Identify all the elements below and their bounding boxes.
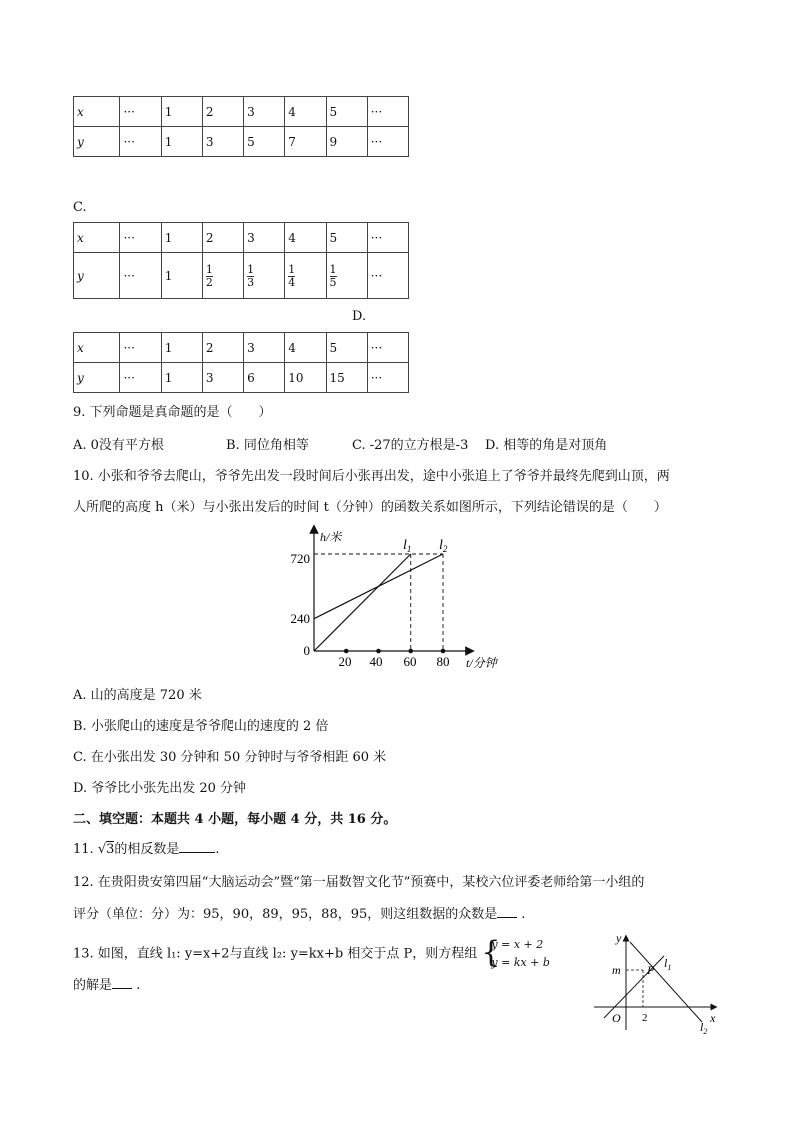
q10-x-axis-label: t/分钟	[466, 656, 497, 670]
q10-option-d: D. 爷爷比小张先出发 20 分钟	[73, 781, 247, 796]
cell: ···	[367, 223, 408, 253]
cell: 1	[161, 127, 202, 157]
q13-line1	[73, 936, 550, 972]
table-b	[73, 96, 409, 157]
cell: 1	[161, 253, 202, 299]
q12-line1: 12. 在贵阳贵安第四届“大脑运动会”暨“第一届数智文化节”预赛中，某校六位评委老师给第一小组的	[73, 875, 645, 890]
fraction	[288, 264, 295, 289]
table-d-y-row	[74, 363, 409, 393]
table-c-y-row	[74, 253, 409, 299]
brace-icon: {	[481, 935, 501, 970]
cell: 3	[244, 97, 285, 127]
q10-graph	[280, 524, 520, 674]
q10-x-tick-dot-80	[441, 649, 446, 654]
q11-radicand: 3	[106, 842, 115, 857]
cell: 1	[161, 363, 202, 393]
cell: ···	[367, 333, 408, 363]
cell: 1	[161, 333, 202, 363]
q11	[73, 838, 220, 857]
cell: 5	[244, 127, 285, 157]
q10-series-l2	[314, 554, 443, 619]
cell: ···	[120, 223, 161, 253]
cell: y	[74, 253, 120, 299]
q10-x-tick-dot-40	[376, 649, 381, 654]
numerator: 1	[288, 263, 296, 276]
cell: ···	[120, 127, 161, 157]
cell: y	[74, 127, 120, 157]
q9-option-c: C. -27的立方根是-3	[352, 438, 469, 453]
cell: 5	[326, 223, 367, 253]
cell: 2	[202, 333, 243, 363]
table-c	[73, 222, 409, 299]
cell: ···	[120, 97, 161, 127]
q10-series-l1	[314, 554, 411, 651]
q10-l2-label: $l_2$	[439, 538, 448, 554]
q12-line2	[73, 903, 526, 922]
q10-l1-label: $l_1$	[403, 538, 412, 554]
table-b-x-row	[74, 97, 409, 127]
cell: 10	[285, 363, 326, 393]
table-d	[73, 332, 409, 393]
cell: 3	[244, 333, 285, 363]
cell: y	[74, 363, 120, 393]
q10-y-tick-720: 720	[290, 551, 310, 566]
cell: 1	[161, 223, 202, 253]
option-d-label: D.	[352, 309, 367, 324]
q11-prefix: 11.	[73, 842, 98, 857]
fraction	[247, 264, 254, 289]
cell: 7	[285, 127, 326, 157]
denominator: 4	[288, 276, 296, 289]
q13-origin: O	[612, 1011, 621, 1025]
cell	[285, 253, 326, 299]
q13-p-label: P	[647, 963, 655, 977]
q10-x-tick-40: 40	[369, 654, 383, 669]
cell: 3	[244, 223, 285, 253]
q11-end: .	[215, 842, 220, 857]
cell: 15	[326, 363, 367, 393]
cell: 5	[326, 333, 367, 363]
q10-option-b: B. 小张爬山的速度是爷爷爬山的速度的 2 倍	[73, 719, 329, 734]
cell: 1	[161, 97, 202, 127]
q9-option-a: A. 0没有平方根	[73, 438, 164, 453]
denominator: 2	[205, 276, 213, 289]
denominator: 3	[247, 276, 255, 289]
cell: ···	[367, 253, 408, 299]
numerator: 1	[247, 263, 255, 276]
cell: ···	[120, 253, 161, 299]
q12-end: .	[517, 907, 526, 922]
cell: 2	[202, 223, 243, 253]
fraction	[330, 264, 337, 289]
denominator: 5	[329, 276, 337, 289]
q10-line2: 人所爬的高度 h（米）与小张出发后的时间 t（分钟）的函数关系如图所示，下列结论错误的是（ ）	[73, 500, 667, 515]
option-c-label: C.	[73, 200, 87, 215]
q10-y-tick-240: 240	[290, 611, 310, 626]
cell: x	[74, 223, 120, 253]
q9-stem: 9. 下列命题是真命题的是（ ）	[73, 405, 272, 420]
q13-l1-label: $l_1$	[664, 956, 672, 972]
table-b-y-row	[74, 127, 409, 157]
cell: ···	[367, 363, 408, 393]
cell: ···	[367, 127, 408, 157]
q9-option-d: D. 相等的角是对顶角	[485, 438, 608, 453]
q13-l2-label: $l_2$	[700, 1020, 708, 1036]
q13-line2-text: 的解是	[73, 978, 113, 993]
sqrt-sign: √	[97, 842, 107, 857]
q13-line2	[73, 974, 140, 993]
q10-option-c: C. 在小张出发 30 分钟和 50 分钟时与爷爷相距 60 米	[73, 750, 387, 765]
q12-line2-text: 评分（单位：分）为：95，90，89，95，88，95，则这组数据的众数是	[73, 907, 498, 922]
q10-x-tick-dot-60	[408, 649, 413, 654]
q13-line-l2	[630, 942, 702, 1022]
q13-answer-blank[interactable]	[112, 976, 132, 989]
q13-m-label: m	[612, 963, 621, 977]
q10-x-tick-60: 60	[403, 654, 417, 669]
fraction	[206, 264, 213, 289]
cell: 6	[244, 363, 285, 393]
q13-line1-text: 13. 如图，直线 l₁: y=x+2与直线 l₂: y=kx+b 相交于点 P，则方程组	[73, 946, 478, 962]
q13-x-label: x	[710, 1011, 716, 1025]
q10-x-tick-80: 80	[436, 654, 450, 669]
cell: 3	[202, 363, 243, 393]
q13-x-tick-2: 2	[642, 1012, 648, 1024]
table-d-x-row	[74, 333, 409, 363]
cell	[202, 253, 243, 299]
q10-y-axis-label: h/米	[320, 530, 342, 544]
q13-graph	[590, 930, 730, 1042]
q10-x-tick-20: 20	[338, 654, 352, 669]
cell: 4	[285, 97, 326, 127]
cell: ···	[120, 363, 161, 393]
cell: 9	[326, 127, 367, 157]
cell	[244, 253, 285, 299]
q10-line1: 10. 小张和爷爷去爬山，爷爷先出发一段时间后小张再出发，途中小张追上了爷爷并最终先爬到山顶，两	[73, 469, 670, 484]
table-c-x-row	[74, 223, 409, 253]
cell: 3	[202, 127, 243, 157]
cell: 2	[202, 97, 243, 127]
cell	[326, 253, 367, 299]
q10-y-tick-0: 0	[303, 643, 310, 658]
cell: 4	[285, 333, 326, 363]
q10-x-tick-dot-20	[344, 649, 349, 654]
q12-answer-blank[interactable]	[497, 905, 517, 918]
numerator: 1	[205, 263, 213, 276]
q11-suffix: 的相反数是	[114, 842, 180, 857]
q13-eq2: y = kx + b	[491, 956, 550, 969]
cell: 4	[285, 223, 326, 253]
cell: 5	[326, 97, 367, 127]
section-2-heading: 二、填空题：本题共 4 小题，每小题 4 分，共 16 分。	[73, 812, 397, 827]
q11-answer-blank[interactable]	[179, 840, 215, 853]
q10-option-a: A. 山的高度是 720 米	[73, 688, 202, 703]
q13-y-label: y	[616, 931, 622, 945]
q9-option-b: B. 同位角相等	[226, 438, 309, 453]
cell: ···	[120, 333, 161, 363]
q13-end: .	[132, 978, 141, 993]
cell: x	[74, 333, 120, 363]
numerator: 1	[329, 263, 337, 276]
cell: x	[74, 97, 120, 127]
cell: ···	[367, 97, 408, 127]
q13-equation-system	[481, 936, 550, 972]
q13-eq1: y = x + 2	[491, 938, 544, 951]
